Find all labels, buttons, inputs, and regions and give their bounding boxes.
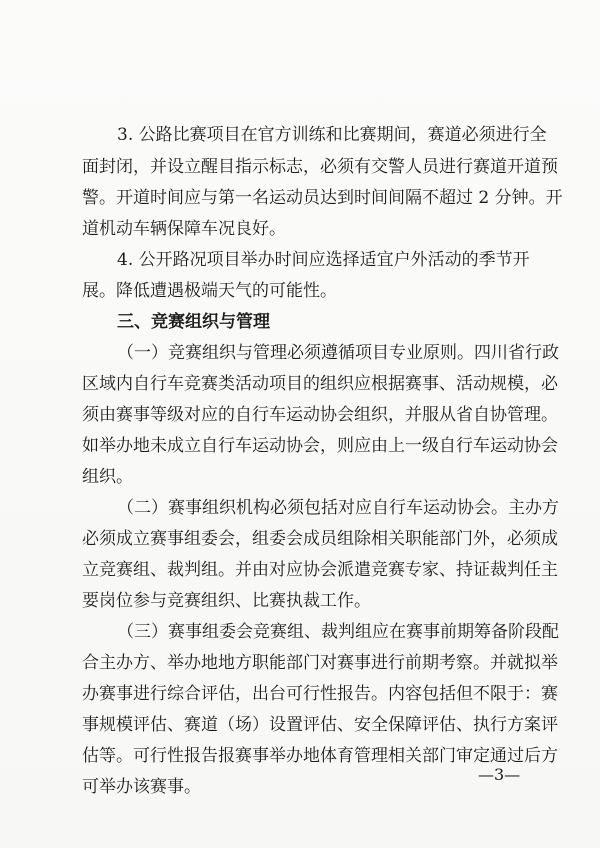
page-number: —3— — [478, 765, 521, 784]
document-page: 3. 公路比赛项目在官方训练和比赛期间，赛道必须进行全 面封闭，并设立醒目指示标志，必须有交警人员进行赛道开道预 警。开道时间应与第一名运动员达到时间间隔不超过 2 分钟。开 道机动车辆保障车况良好。 4. 公开路况项目举办时间应选择适宜户外活动的季节开 展。降低遭遇极端天气的可能性。 三、竞赛组织与管理 （一）竞赛组织与管理必须遵循项目专业原则。四川省行政 区域内自行车竞赛类活动项目的组织应根据赛事、活动规模，必 须由赛事等级对应的自行车运动协会组织，并服从省自协管理。 如举办地未成立自行车运动协会，则应由上一级自行车运动协会 组织。 （二）赛事组织机构必须包括对应自行车运动协会。主办方 必须成立赛事组委会，组委会成员组除相关职能部门外，必须成 立竞赛组、裁判组。并由对应协会派遣竞赛专家、持证裁判任主 要岗位参与竞赛组织、比赛执裁工作。 （三）赛事组委会竞赛组、裁判组应在赛事前期筹备阶段配 合主办方、举办地地方职能部门对赛事进行前期考察。并就拟举 办赛事进行综合评估，出台可行性报告。内容包括但不限于：赛 事规模评估、赛道（场）设置评估、安全保障评估、执行方案评 估等。可行性报告报赛事举办地体育管理相关部门审定通过后方 可举办该赛事。 —3— — [0, 0, 600, 848]
